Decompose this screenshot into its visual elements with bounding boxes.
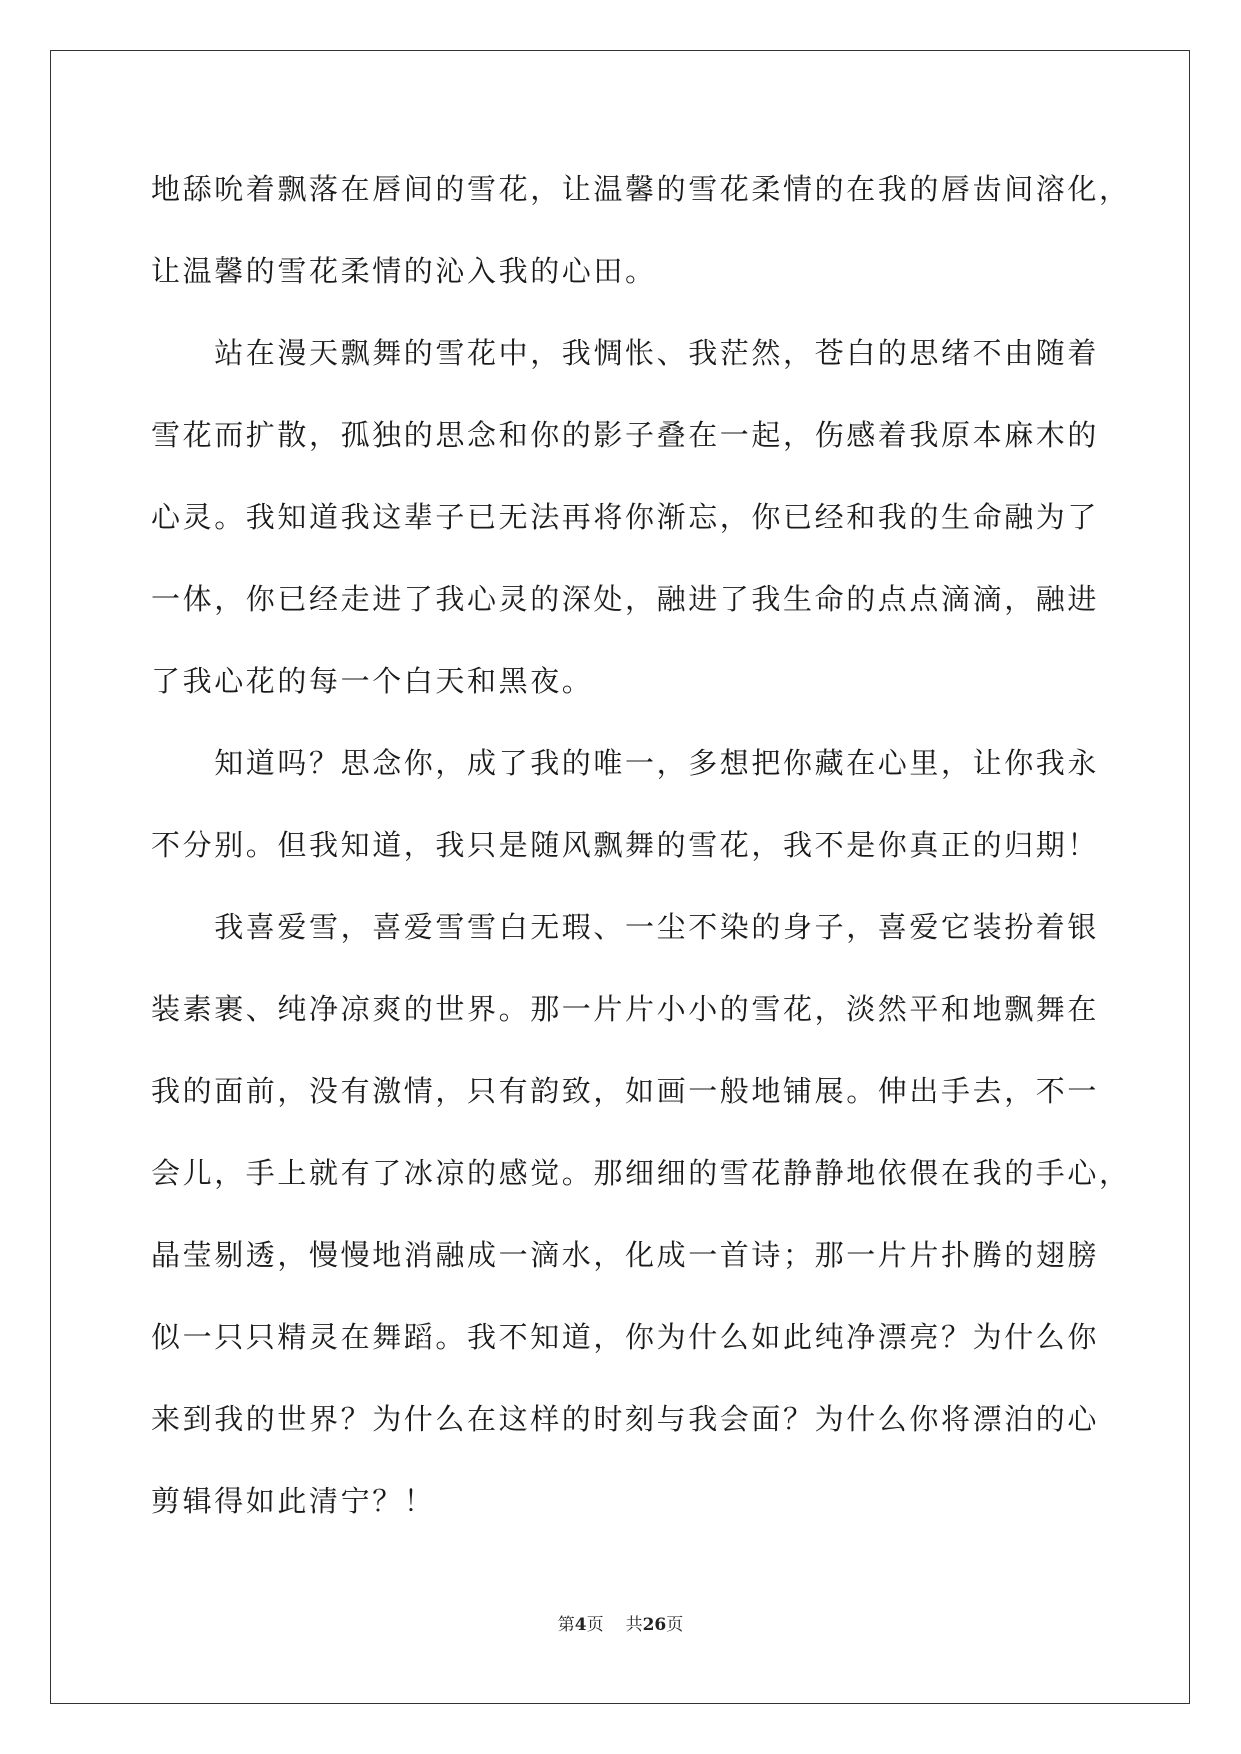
- text-line: 晶莹剔透，慢慢地消融成一滴水，化成一首诗；那一片片扑腾的翅膀: [151, 1238, 1100, 1272]
- text-line: 知道吗？思念你，成了我的唯一，多想把你藏在心里，让你我永: [151, 746, 1100, 780]
- text-line: 站在漫天飘舞的雪花中，我惆怅、我茫然，苍白的思绪不由随着: [151, 336, 1100, 370]
- text-line: 一体，你已经走进了我心灵的深处，融进了我生命的点点滴滴，融进: [151, 582, 1100, 616]
- text-line: 地舔吮着飘落在唇间的雪花，让温馨的雪花柔情的在我的唇齿间溶化，: [151, 172, 1131, 206]
- total-prefix: 共: [625, 1615, 643, 1635]
- total-suffix: 页: [666, 1615, 684, 1635]
- document-body: [151, 148, 1131, 1542]
- text-line: 不分别。但我知道，我只是随风飘舞的雪花，我不是你真正的归期！: [151, 828, 1100, 862]
- page-suffix: 页: [586, 1615, 604, 1635]
- page-footer: [0, 1610, 1241, 1635]
- text-line: 了我心花的每一个白天和黑夜。: [151, 664, 594, 698]
- text-line: 装素裹、纯净凉爽的世界。那一片片小小的雪花，淡然平和地飘舞在: [151, 992, 1100, 1026]
- text-line: 会儿，手上就有了冰凉的感觉。那细细的雪花静静地依偎在我的手心，: [151, 1156, 1131, 1190]
- total-pages: 26: [642, 1615, 667, 1635]
- text-line: 心灵。我知道我这辈子已无法再将你渐忘，你已经和我的生命融为了: [151, 500, 1100, 534]
- page-prefix: 第: [557, 1615, 575, 1635]
- text-line: 剪辑得如此清宁？！: [151, 1484, 436, 1518]
- text-line: 来到我的世界？为什么在这样的时刻与我会面？为什么你将漂泊的心: [151, 1402, 1100, 1436]
- text-line: 我的面前，没有激情，只有韵致，如画一般地铺展。伸出手去，不一: [151, 1074, 1100, 1108]
- text-line: 我喜爱雪，喜爱雪雪白无瑕、一尘不染的身子，喜爱它装扮着银: [151, 910, 1100, 944]
- page-number: 4: [574, 1615, 587, 1635]
- text-line: 雪花而扩散，孤独的思念和你的影子叠在一起，伤感着我原本麻木的: [151, 418, 1100, 452]
- text-line: 似一只只精灵在舞蹈。我不知道，你为什么如此纯净漂亮？为什么你: [151, 1320, 1100, 1354]
- text-line: 让温馨的雪花柔情的沁入我的心田。: [151, 254, 657, 288]
